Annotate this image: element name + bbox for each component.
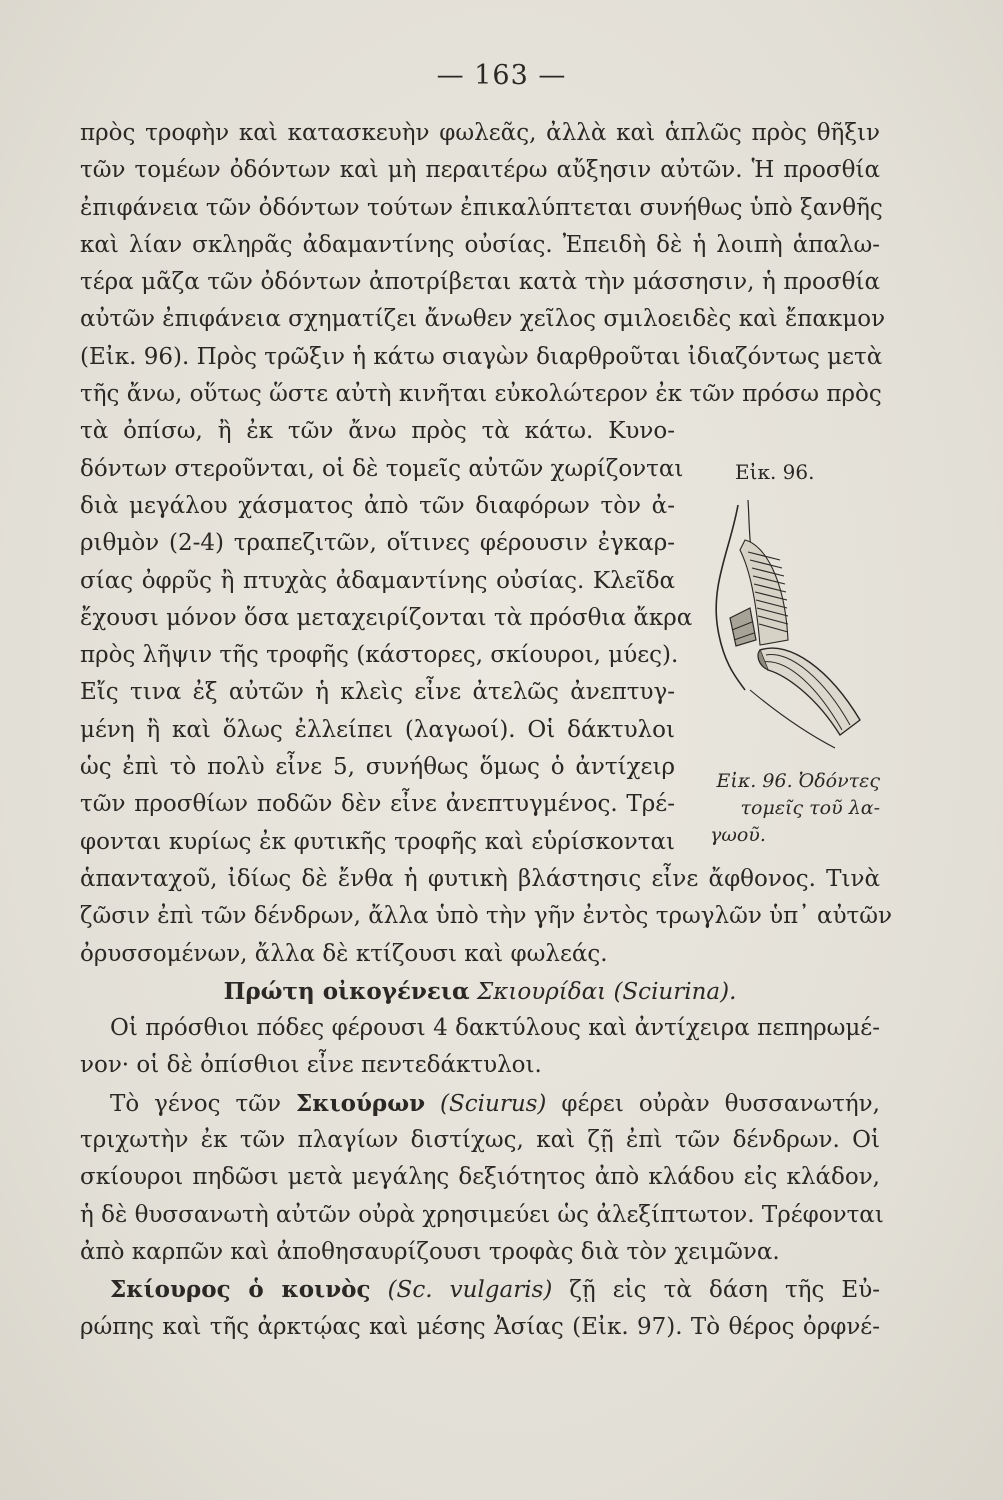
text-line: ἔχουσι μόνον ὅσα μεταχειρίζονται τὰ πρόσθια ἄκρα bbox=[80, 604, 693, 631]
text-line: διὰ μεγάλου χάσματος ἀπὸ τῶν διαφόρων τὸν ἀ- bbox=[80, 492, 675, 519]
text-line: πρὸς λῆψιν τῆς τροφῆς (κάστορες, σκίουροι, μύες). bbox=[80, 642, 679, 669]
heading-family: Πρώτη οἰκογένεια bbox=[223, 977, 470, 1005]
text-line: τὰ ὀπίσω, ἢ ἐκ τῶν ἄνω πρὸς τὰ κάτω. Κυνο- bbox=[80, 418, 675, 445]
page-number: — 163 — bbox=[436, 60, 567, 91]
species-latin: (Sc. vulgaris) bbox=[370, 1277, 553, 1304]
figure-incisors-illustration bbox=[690, 490, 890, 755]
text-line: ἐπιφάνεια τῶν ὀδόντων τούτων ἐπικαλύπτεται συνήθως ὑπὸ ξανθῆς bbox=[80, 194, 883, 221]
text-line: Εἴς τινα ἐξ αὐτῶν ἡ κλεὶς εἶνε ἀτελῶς ἀνεπτυγ- bbox=[80, 679, 675, 706]
text-line: ἀπὸ καρπῶν καὶ ἀποθησαυρίζουσι τροφὰς διὰ τὸν χειμῶνα. bbox=[80, 1238, 780, 1265]
species-name: Σκίουρος ὁ κοινὸς bbox=[110, 1276, 371, 1304]
text-line: τῶν προσθίων ποδῶν δὲν εἶνε ἀνεπτυγμένος. Τρέ- bbox=[80, 791, 675, 818]
text-line: ζῶσιν ἐπὶ τῶν δένδρων, ἄλλα ὑπὸ τὴν γῆν ἐντὸς τρωγλῶν ὑπ᾽ αὐτῶν bbox=[80, 903, 893, 930]
caption-line: Εἰκ. 96. Ὀδόντες bbox=[716, 770, 880, 792]
text-line: τῆς ἄνω, οὕτως ὥστε αὐτὴ κινῆται εὐκολώτερον ἐκ τῶν πρόσω πρὸς bbox=[80, 381, 882, 408]
text-line: σίας ὀφρῦς ἢ πτυχὰς ἀδαμαντίνης οὐσίας. Κλεῖδα bbox=[80, 567, 675, 594]
text-line: ἁπανταχοῦ, ἰδίως δὲ ἔνθα ἡ φυτικὴ βλάστησις εἶνε ἄφθονος. Τινὰ bbox=[80, 865, 880, 892]
text-span: ζῇ εἰς τὰ δάση τῆς Εὐ- bbox=[552, 1277, 880, 1304]
text-line: Οἱ πρόσθιοι πόδες φέρουσι 4 δακτύλους καὶ ἀντίχειρα πεπηρωμέ- bbox=[110, 1015, 880, 1042]
text-line: ρώπης καὶ τῆς ἀρκτῴας καὶ μέσης Ἀσίας (Εἰκ. 97). Τὸ θέρος ὀρφνέ- bbox=[80, 1313, 880, 1340]
text-line: τῶν τομέων ὀδόντων καὶ μὴ περαιτέρω αὔξησιν αὐτῶν. Ἡ προσθία bbox=[80, 157, 880, 184]
text-line: ριθμὸν (2-4) τραπεζιτῶν, οἵτινες φέρουσιν ἐγκαρ- bbox=[80, 530, 675, 557]
text-line bbox=[80, 1271, 880, 1308]
text-line: δόντων στεροῦνται, οἱ δὲ τομεῖς αὐτῶν χωρίζονται bbox=[80, 455, 684, 482]
text-line: ἡ δὲ θυσσανωτὴ αὐτῶν οὐρὰ χρησιμεύει ὡς ἀλεξίπτωτον. Τρέφονται bbox=[80, 1201, 884, 1228]
section-heading bbox=[80, 973, 880, 1010]
heading-taxon: Σκιουρίδαι (Sciurina). bbox=[477, 978, 737, 1005]
text-line bbox=[80, 1085, 880, 1122]
text-line: ὡς ἐπὶ τὸ πολὺ εἶνε 5, συνήθως ὅμως ὁ ἀντίχειρ bbox=[80, 754, 675, 781]
text-line: πρὸς τροφὴν καὶ κατασκευὴν φωλεᾶς, ἀλλὰ καὶ ἁπλῶς πρὸς θῆξιν bbox=[80, 120, 880, 146]
figure-label: Εἰκ. 96. bbox=[735, 460, 815, 484]
text-line: αὐτῶν ἐπιφάνεια σχηματίζει ἄνωθεν χεῖλος σμιλοειδὲς καὶ ἔπακμον bbox=[80, 306, 886, 333]
text-line: μένη ἢ καὶ ὅλως ἐλλείπει (λαγωοί). Οἱ δάκτυλοι bbox=[80, 716, 675, 743]
text-span: φέρει οὐρὰν θυσσανωτήν, bbox=[546, 1090, 880, 1117]
text-line: καὶ λίαν σκληρᾶς ἀδαμαντίνης οὐσίας. Ἐπειδὴ δὲ ἡ λοιπὴ ἁπαλω- bbox=[80, 231, 880, 258]
genus-name: Σκιούρων bbox=[295, 1089, 426, 1117]
figure-caption bbox=[700, 768, 880, 849]
text-line: νον· οἱ δὲ ὀπίσθιοι εἶνε πεντεδάκτυλοι. bbox=[80, 1052, 542, 1079]
text-line: (Εἰκ. 96). Πρὸς τρῶξιν ἡ κάτω σιαγὼν διαρθροῦται ἰδιαζόντως μετὰ bbox=[80, 343, 883, 370]
text-line: φονται κυρίως ἐκ φυτικῆς τροφῆς καὶ εὑρίσκονται bbox=[80, 828, 675, 855]
text-line: τριχωτὴν ἐκ τῶν πλαγίων διστίχως, καὶ ζῇ ἐπὶ τῶν δένδρων. Οἱ bbox=[80, 1127, 880, 1154]
genus-latin: (Sciurus) bbox=[425, 1090, 547, 1117]
text-line: τέρα μᾶζα τῶν ὀδόντων ἀποτρίβεται κατὰ τὴν μάσσησιν, ἡ προσθία bbox=[80, 269, 880, 296]
caption-line: τομεῖς τοῦ λα- bbox=[740, 797, 880, 819]
caption-line: γωοῦ. bbox=[710, 824, 766, 846]
text-span: Τὸ γένος τῶν bbox=[110, 1090, 296, 1117]
text-line: ὀρυσσομένων, ἄλλα δὲ κτίζουσι καὶ φωλεάς. bbox=[80, 940, 608, 967]
text-line: σκίουροι πηδῶσι μετὰ μεγάλης δεξιότητος ἀπὸ κλάδου εἰς κλάδον, bbox=[80, 1164, 880, 1191]
